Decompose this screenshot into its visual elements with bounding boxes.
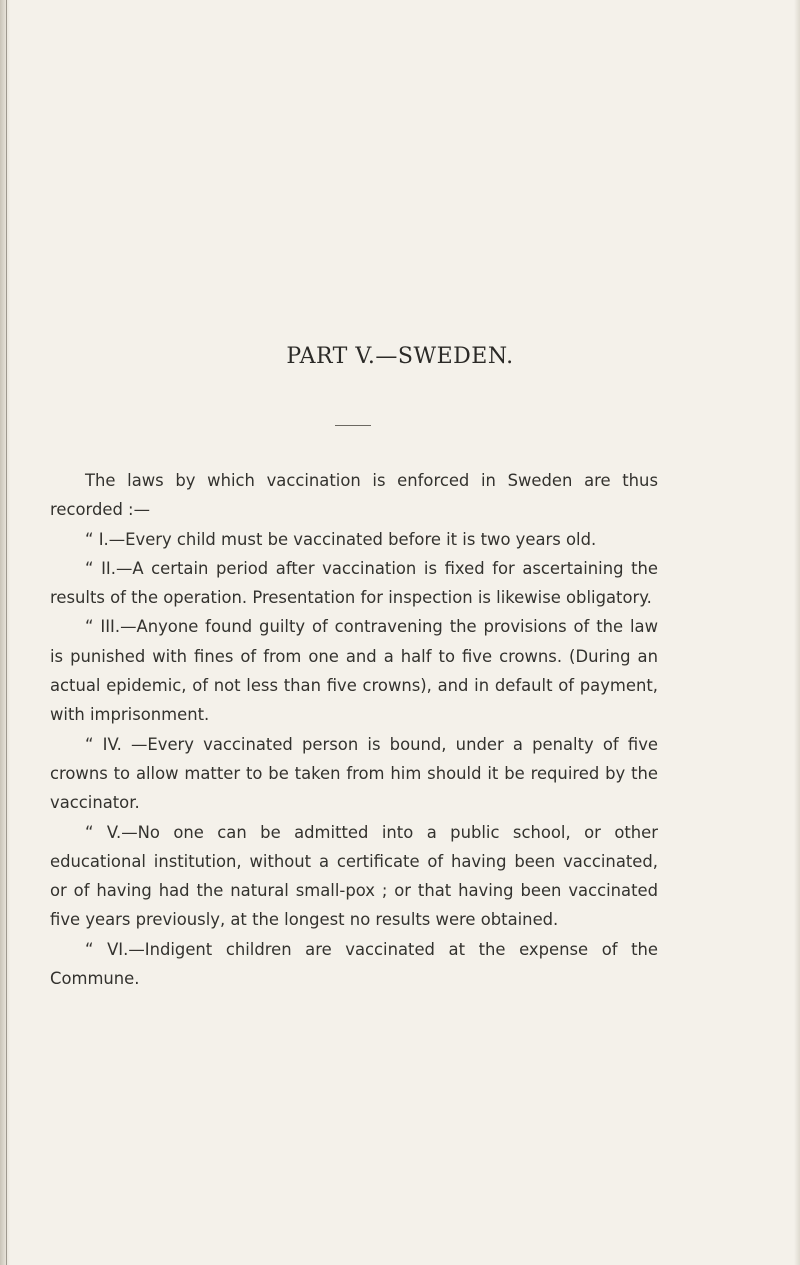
section-heading: PART V.—SWEDEN. [286, 344, 514, 369]
heading-divider [335, 425, 371, 426]
paragraph-law-6: “ VI.—Indigent children are vaccinated at the expense of the Commune. [50, 939, 658, 989]
body-text [50, 466, 658, 993]
page-edge-shadow [0, 0, 10, 1265]
paragraph-law-4: “ IV. —Every vaccinated person is bound, under a penalty of five crowns to allow matter to be taken from him should it be required by the vaccinator. [50, 734, 658, 813]
paragraph-law-3: “ III.—Anyone found guilty of contravening the provisions of the law is punished with fines of from one and a half to five crowns. (During an actual epidemic, of not less than five crowns), and in default of payment, with imprisonment. [50, 617, 658, 725]
paragraph-law-1: “ I.—Every child must be vaccinated before it is two years old. [85, 529, 597, 549]
paragraph-law-5: “ V.—No one can be admitted into a public school, or other educational institution, without a certificate of having been vaccinated, or of having had the natural small-pox ; or that having been vaccinated five years previously, at the longest no results were obtained. [50, 822, 658, 930]
paragraph-intro: The laws by which vaccination is enforced in Sweden are thus recorded :— [50, 471, 658, 520]
paragraph-law-2: “ II.—A certain period after vaccination is fixed for ascertaining the results of the operation. Presentation for inspection is likewise obligatory. [50, 558, 658, 608]
page-edge-right [794, 0, 800, 1265]
page-binding-line [6, 0, 7, 1265]
